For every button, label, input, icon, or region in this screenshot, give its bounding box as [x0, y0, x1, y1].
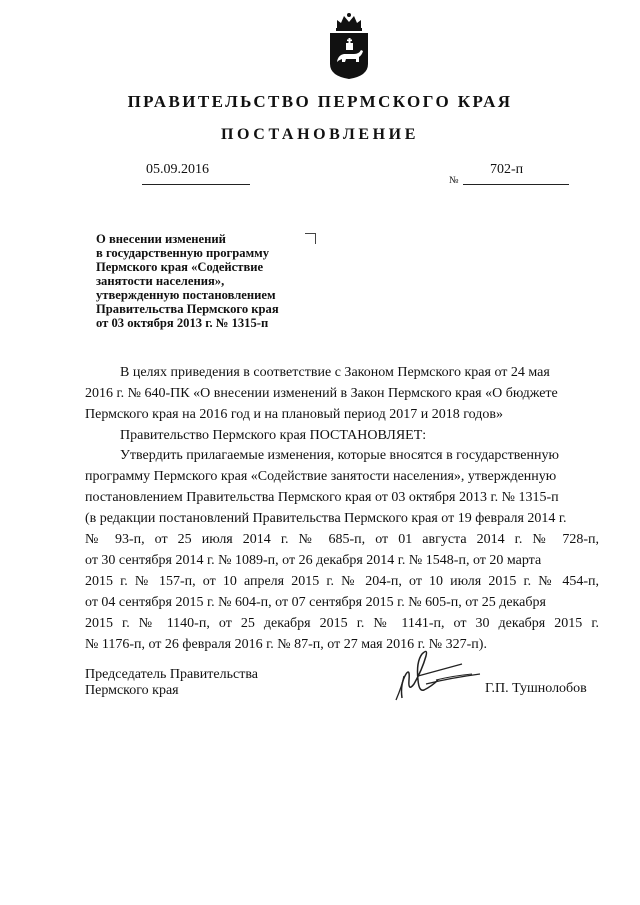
coat-of-arms-icon [326, 12, 372, 80]
signer-name: Г.П. Тушнолобов [485, 681, 587, 696]
document-type: ПОСТАНОВЛЕНИЕ [221, 126, 419, 143]
body-line: Утвердить прилагаемые изменения, которые вносятся в государственную [120, 448, 559, 463]
body-line: № 1176-п, от 26 февраля 2016 г. № 87-п, от 27 мая 2016 г. № 327-п). [85, 637, 487, 652]
body-line: 2015 г. № 1140-п, от 25 декабря 2015 г. № 1141-п, от 30 декабря 2015 г. [85, 616, 599, 631]
body-line: Пермского края на 2016 год и на плановый период 2017 и 2018 годов» [85, 407, 503, 422]
body-line: постановлением Правительства Пермского края от 03 октября 2013 г. № 1315-п [85, 490, 559, 505]
title-line: занятости населения», [96, 274, 225, 288]
document-title [96, 232, 356, 330]
handwritten-signature-icon [392, 640, 484, 702]
title-line: Пермского края «Содействие [96, 260, 264, 274]
government-name: ПРАВИТЕЛЬСТВО ПЕРМСКОГО КРАЯ [127, 92, 513, 111]
body-line: программу Пермского края «Содействие занятости населения», утвержденную [85, 469, 557, 484]
title-line: Правительства Пермского края [96, 302, 279, 316]
title-line: в государственную программу [96, 246, 270, 260]
signer-title-line: Председатель Правительства [85, 667, 258, 682]
body-line: от 30 сентября 2014 г. № 1089-п, от 26 декабря 2014 г. № 1548-п, от 20 марта [85, 553, 542, 568]
document-number: 702-п [490, 162, 524, 177]
signer-title-line: Пермского края [85, 683, 179, 698]
title-line: О внесении изменений [96, 232, 226, 246]
signer-title [85, 667, 258, 699]
date-underline [142, 184, 250, 185]
number-underline [463, 184, 569, 185]
number-sign: № [449, 175, 459, 186]
body-line: 2015 г. № 157-п, от 10 апреля 2015 г. № 204-п, от 10 июля 2015 г. № 454-п, [85, 574, 599, 589]
title-line: от 03 октября 2013 г. № 1315-п [96, 316, 269, 330]
body-line: Правительство Пермского края ПОСТАНОВЛЯЕТ: [120, 428, 427, 443]
title-line: утвержденную постановлением [96, 288, 276, 302]
body-line: (в редакции постановлений Правительства Пермского края от 19 февраля 2014 г. [85, 511, 567, 526]
body-line: от 04 сентября 2015 г. № 604-п, от 07 сентября 2015 г. № 605-п, от 25 декабря [85, 595, 546, 610]
body-line: В целях приведения в соответствие с Законом Пермского края от 24 мая [120, 365, 550, 380]
body-line: № 93-п, от 25 июля 2014 г. № 685-п, от 01 августа 2014 г. № 728-п, [85, 532, 599, 547]
document-date: 05.09.2016 [146, 162, 209, 177]
body-line: 2016 г. № 640-ПК «О внесении изменений в Закон Пермского края «О бюджете [85, 386, 558, 401]
